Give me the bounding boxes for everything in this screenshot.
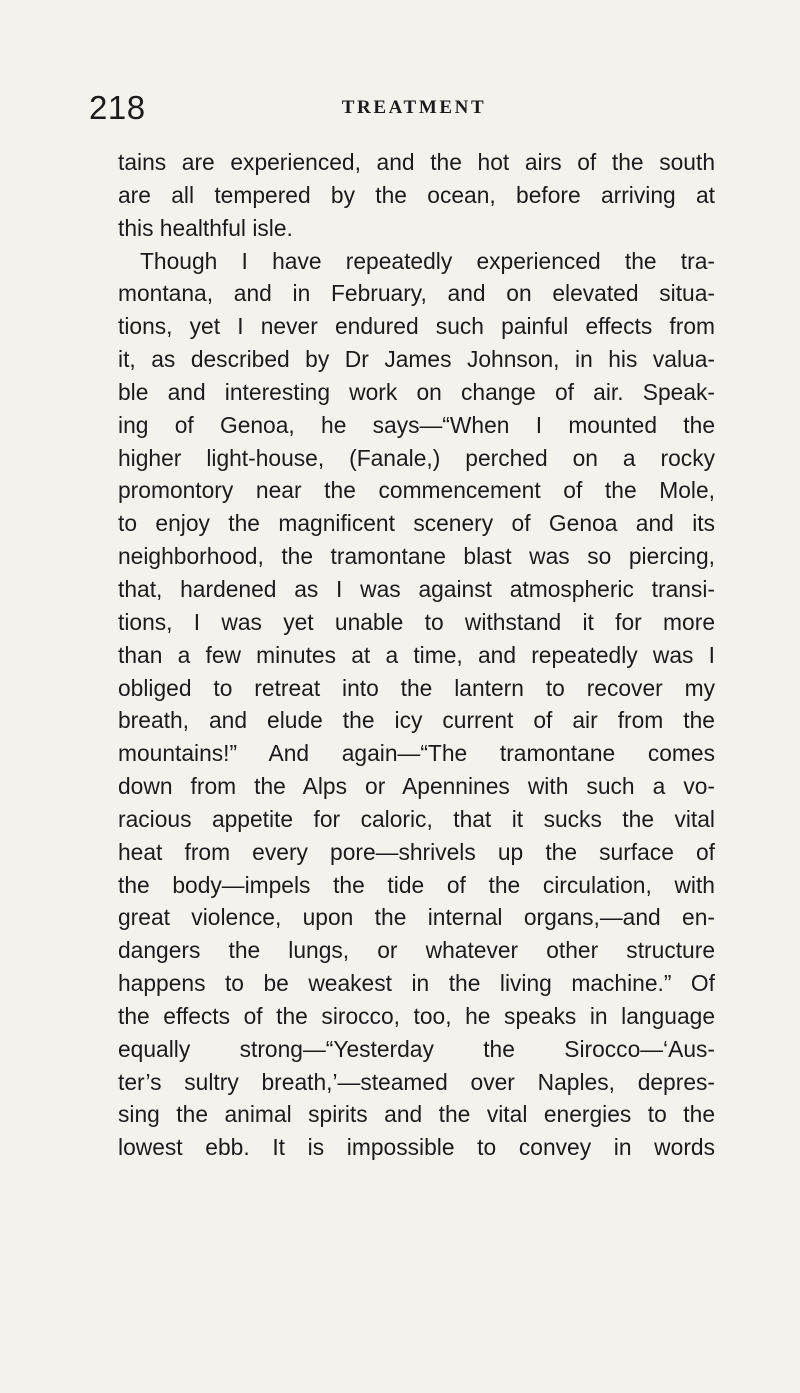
text-line: promontory near the commencement of the Mole, [118,477,715,504]
text-line: ing of Genoa, he says—“When I mounted the [118,411,715,438]
text-line: it, as described by Dr James Johnson, in his valua- [118,346,715,373]
text-line: higher light-house, (Fanale,) perched on a rocky [118,444,715,471]
text-line: Though I have repeatedly experienced the tra- [140,247,715,274]
text-line: to enjoy the magnificent scenery of Genoa and its [118,510,715,537]
text-line: neighborhood, the tramontane blast was so piercing, [118,543,715,570]
text-line: montana, and in February, and on elevated situa- [118,280,715,307]
text-line: down from the Alps or Apennines with such a vo- [118,773,715,800]
text-line: heat from every pore—shrivels up the surface of [118,838,715,865]
text-line: dangers the lungs, or whatever other structure [118,937,715,964]
text-line: the body—impels the tide of the circulation, with [118,871,715,898]
text-line: sing the animal spirits and the vital energies to the [118,1101,715,1128]
page-header [0,88,800,128]
text-line: obliged to retreat into the lantern to recover my [118,674,715,701]
body-text [118,146,715,1164]
text-line: the effects of the sirocco, too, he speaks in language [118,1002,715,1029]
text-line: breath, and elude the icy current of air from the [118,707,715,734]
text-line: than a few minutes at a time, and repeatedly was I [118,641,715,668]
text-line: racious appetite for caloric, that it sucks the vital [118,805,715,832]
text-line: tains are experienced, and the hot airs of the south [118,149,715,175]
text-line: mountains!” And again—“The tramontane comes [118,740,715,767]
text-line: tions, I was yet unable to withstand it for more [118,608,715,635]
text-line: lowest ebb. It is impossible to convey in words [118,1134,715,1161]
text-line: are all tempered by the ocean, before arriving at [118,181,715,208]
text-line: great violence, upon the internal organs,—and en- [118,904,715,931]
text-line: that, hardened as I was against atmospheric transi- [118,575,715,602]
text-line: ble and interesting work on change of air. Speak- [118,378,715,405]
text-line: tions, yet I never endured such painful effects from [118,313,715,340]
text-line: equally strong—“Yesterday the Sirocco—‘Aus- [118,1035,715,1062]
text-line: this healthful isle. [118,214,293,241]
running-head: TREATMENT [341,97,487,118]
text-line: ter’s sultry breath,’—steamed over Naples, depres- [118,1068,715,1095]
page-number: 218 [89,89,146,126]
text-line: happens to be weakest in the living machine.” Of [118,970,715,997]
